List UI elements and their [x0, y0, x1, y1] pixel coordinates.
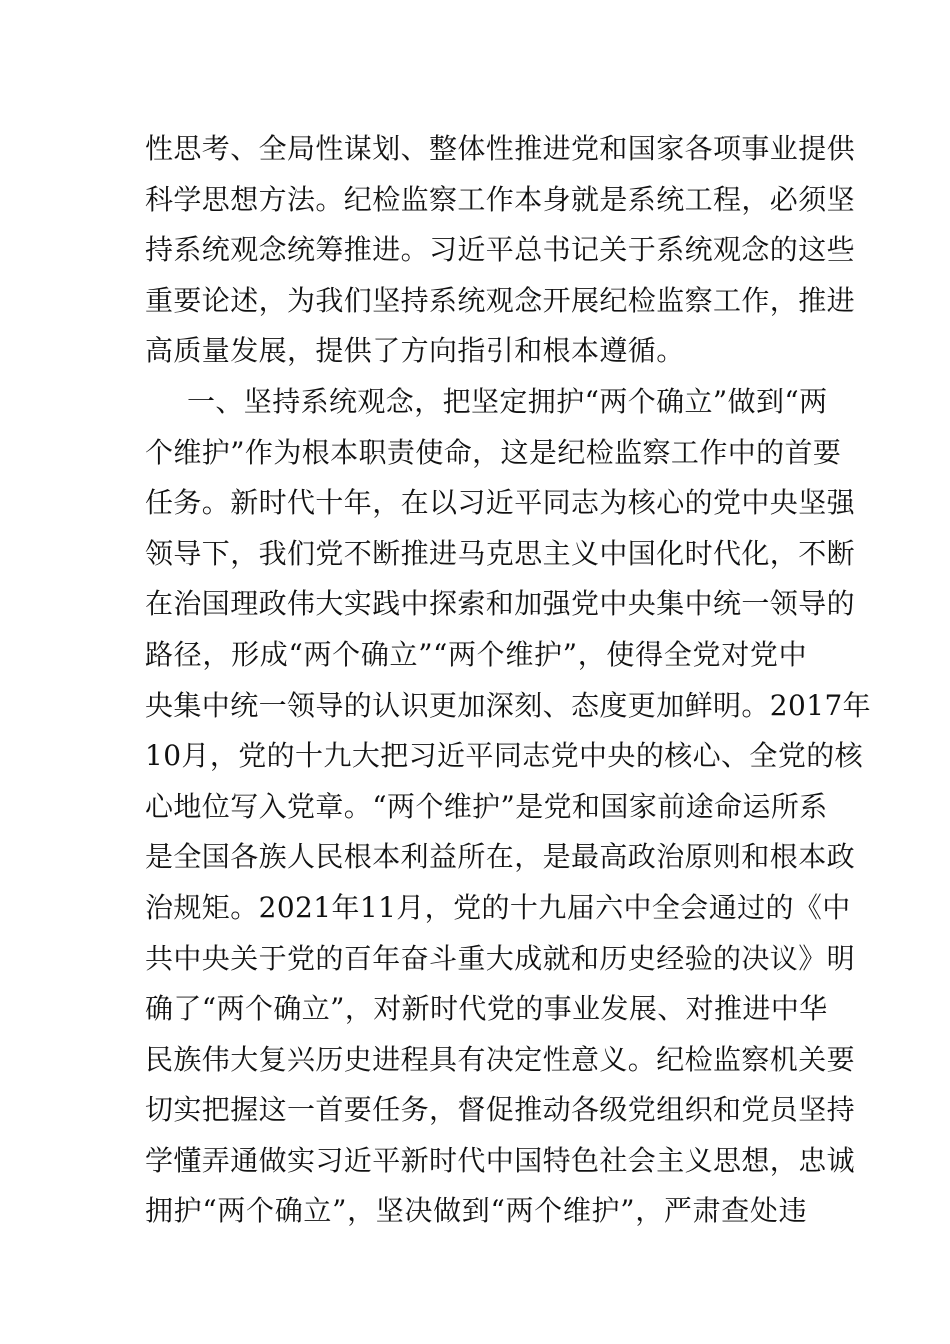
- text-line: 心地位写入党章。“两个维护”是党和国家前途命运所系: [145, 789, 828, 823]
- text-line: 是全国各族人民根本利益所在，是最高政治原则和根本政: [145, 840, 856, 874]
- text-line: 拥护“两个确立”，坚决做到“两个维护”，严肃查处违: [145, 1194, 807, 1228]
- section-heading-line: 一、坚持系统观念，把坚定拥护“两个确立”做到“两: [187, 384, 828, 418]
- text-line: 切实把握这一首要任务，督促推动各级党组织和党员坚持: [145, 1093, 856, 1127]
- text-line: 学懂弄通做实习近平新时代中国特色社会主义思想，忠诚: [145, 1143, 856, 1177]
- text-line: 10月，党的十九大把习近平同志党中央的核心、全党的核: [145, 739, 864, 773]
- text-line: 治规矩。2021年11月，党的十九届六中全会通过的《中: [145, 890, 851, 924]
- text-line: 民族伟大复兴历史进程具有决定性意义。纪检监察机关要: [145, 1042, 856, 1076]
- text-line: 持系统观念统筹推进。习近平总书记关于系统观念的这些: [145, 233, 856, 267]
- text-line: 科学思想方法。纪检监察工作本身就是系统工程，必须坚: [145, 182, 856, 216]
- text-line: 领导下，我们党不断推进马克思主义中国化时代化，不断: [145, 536, 856, 570]
- text-line: 共中央关于党的百年奋斗重大成就和历史经验的决议》明: [145, 941, 856, 975]
- text-line: 高质量发展，提供了方向指引和根本遵循。: [145, 334, 685, 368]
- text-line: 任务。新时代十年，在以习近平同志为核心的党中央坚强: [145, 486, 856, 520]
- text-line: 央集中统一领导的认识更加深刻、态度更加鲜明。2017年: [145, 688, 872, 722]
- text-line: 重要论述，为我们坚持系统观念开展纪检监察工作，推进: [145, 283, 856, 317]
- text-line: 性思考、全局性谋划、整体性推进党和国家各项事业提供: [145, 132, 856, 165]
- text-line: 在治国理政伟大实践中探索和加强党中央集中统一领导的: [145, 587, 856, 621]
- text-line: 确了“两个确立”，对新时代党的事业发展、对推进中华: [145, 992, 828, 1026]
- body-text: [145, 124, 872, 1237]
- text-line: 个维护”作为根本职责使命，这是纪检监察工作中的首要: [145, 435, 842, 469]
- text-line: 路径，形成“两个确立”“两个维护”，使得全党对党中: [145, 637, 807, 671]
